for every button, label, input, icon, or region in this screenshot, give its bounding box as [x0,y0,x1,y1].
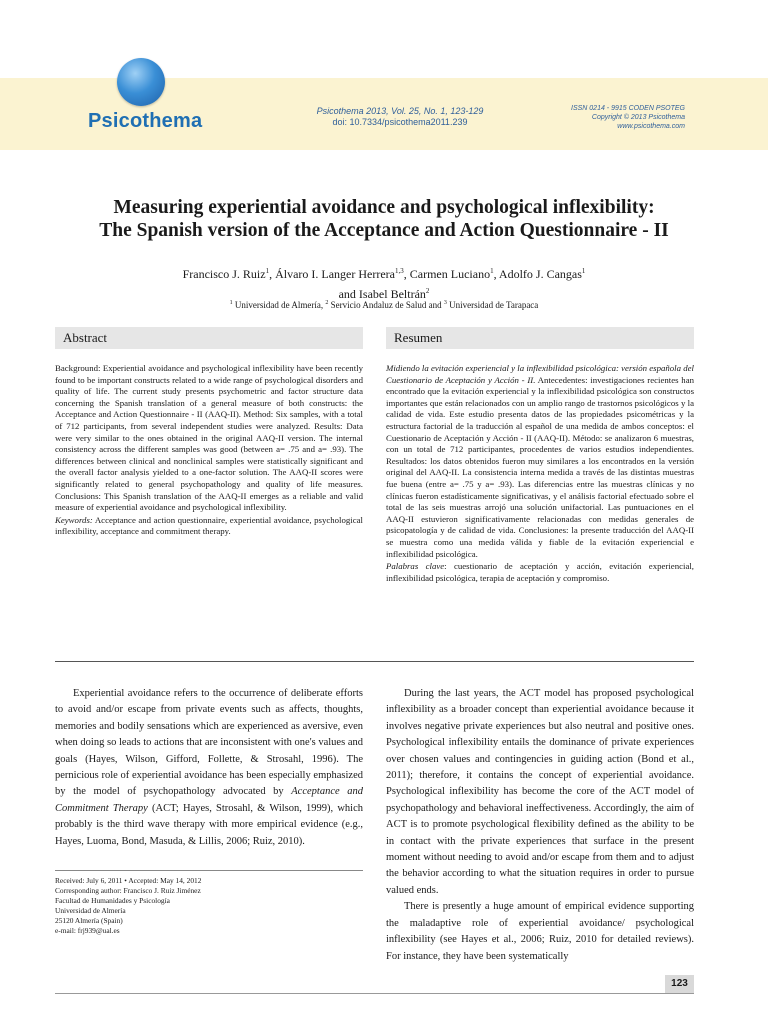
abstract-heading: Abstract [55,327,363,349]
author-sup: 1 [490,267,494,275]
bottom-divider [55,993,694,994]
psicothema-logo-icon [117,58,165,106]
body-column-right [386,686,694,965]
paper-title [60,196,708,242]
title-line-2: The Spanish version of the Acceptance and Action Questionnaire - II [99,220,669,241]
affil-sup: 3 [443,300,447,306]
author: Carmen Luciano [409,267,491,281]
affil-text: Universidad de Almería, [232,300,324,310]
journal-logo-text: Psicothema [88,110,203,132]
affil-sup: 1 [229,300,233,306]
resumen-heading: Resumen [386,327,694,349]
keywords-text: : cuestionario de aceptación y acción, evitación experiencial, inflexibilidad psicológica, terapia de aceptación y compromiso. [386,561,694,583]
footnote [55,876,363,936]
body-column-left [55,686,363,850]
keywords-label: Keywords: [55,514,93,525]
author-sup: 1 [265,267,270,275]
corresponding-line: Corresponding author: Francisco J. Ruiz Jiménez [55,886,201,895]
page-number: 123 [665,975,694,993]
body-paragraph: There is presently a huge amount of empirical evidence supporting the maladaptive role of experiential avoidance/ psychological inflexibility (see Hayes et al., 2006; Ruiz, 2010 for detailed reviews). For instance, they have been systematically [386,901,694,962]
author: Francisco J. Ruiz [182,267,266,281]
citation-line: Psicothema 2013, Vol. 25, No. 1, 123-129 [316,106,484,116]
abstract-body [55,363,363,538]
body-text: Experiential avoidance refers to the occurrence of deliberate efforts to avoid and/or escape from private events such as affects, thoughts, memories and bodily sensations which are experienced as aversive, even when doing so leads to actions that are inconsistent with one's values and goals (Hayes, Wilson, Gifford, Follette, & Strosahl, 1996). The pernicious role of experiential avoidance has been especially emphasized by the model of psychopathology advocated by [55,688,363,798]
author-sup: 2 [425,287,430,295]
resumen-paragraph: Antecedentes: investigaciones recientes han encontrado que la evitación experiencial y la inflexibilidad psicológica son constructos importantes que están relacionados con un amplio rango de trastornos psicológicos y la calidad de vida. Este estudio presenta datos de las propiedades psicométricas y la estructura factorial de la traducción al español de una medida de ambos conceptos: el Cuestionario de Aceptación y Acción - II (AAQ-II). Método: se analizaron 6 muestras, con un total de 712 participantes, procedentes de varios estudios independientes. Resultados: los datos obtenidos fueron muy similares a los encontrados en la versión original del AAQ-II. La consistencia interna medida a través de las distintas muestras fue buena (entre a= .75 y a= .93). Las diferencias entre las muestras clínicas y no clínicas fueron estadísticamente significativas, y el análisis factorial efectuado sobre el total de las seis muestras arrojó una solución unifactorial. Las puntuaciones en el AAQ-II estuvieron significativamente relacionadas con medidas generales de psicopatología y de calidad de vida. Conclusiones: la presente traducción del AAQ-II se muestra como una medida válida y fiable de la evitación experiencial e inflexibilidad psicológica. [386,374,694,559]
body-paragraph: During the last years, the ACT model has proposed psychological inflexibility as a broader concept than experiential avoidance because it involves negative private experiences but also neutral and positive ones. Psychological inflexibility entails the dominance of private experiences over chosen values and contingencies in guiding action (Bond et al., 2011); therefore, it contains the concept of experiential avoidance. Psychological inflexibility has become the core of the ACT model of psychopathology and behavioral ineffectiveness. Accordingly, the aim of ACT is to promote psychological flexibility defined as the ability to be in contact with the private experiences that surface in the present moment without needing to avoid and/or escape from them and to adjust the behavior according to what the situation requires in order to pursue valued ends. [386,688,694,896]
author: and Isabel Beltrán [338,287,426,301]
resumen-title: Midiendo la evitación experiencial y la inflexibilidad psicológica: versión española del Cuestionario de Aceptación y Acción - II. [386,363,694,385]
journal-meta [525,104,685,131]
section-divider [55,661,694,662]
issn-line: ISSN 0214 - 9915 CODEN PSOTEG [571,105,685,112]
author: Adolfo J. Cangas [498,267,582,281]
author: Álvaro I. Langer Herrera [275,267,396,281]
resumen-keywords [386,561,694,584]
doi-line: doi: 10.7334/psicothema2011.239 [332,117,468,127]
email-line: e-mail: frj939@ual.es [55,926,120,935]
footnote-divider [55,870,363,871]
university-line: Universidad de Almería [55,906,126,915]
affil-text: Servicio Andaluz de Salud and [328,300,442,310]
abstract-keywords [55,515,363,538]
affil-sup: 2 [325,300,329,306]
website-line: www.psicothema.com [617,123,685,130]
resumen-body [386,363,694,584]
affil-text: Universidad de Tarapaca [446,300,539,310]
affiliations [100,297,668,311]
body-text: (ACT; Hayes, Strosahl, & Wilson, 1999), which probably is the third wave therapy with more empirical evidence (e.g., Hayes, Luoma, Bond, Masuda, & Lillis, 2006; Ruiz, 2010). [55,802,363,847]
author-sup: 1 [581,267,586,275]
city-line: 25120 Almería (Spain) [55,916,123,925]
resumen-text [386,363,694,560]
body-text-italic: Acceptance and Commitment Therapy [55,786,363,814]
faculty-line: Facultad de Humanidades y Psicología [55,896,170,905]
abstract-text: Background: Experiential avoidance and psychological inflexibility have been recently found to be important constructs related to a wide range of psychological disorders and quality of life. The current study presents psychometric and factor structure data concerning the Spanish translation of a general measure of both constructs: the Acceptance and Action Questionnaire - II (AAQ-II). Method: Six samples, with a total of 712 participants, from several independent studies were analyzed. Results: Data were very similar to the ones obtained in the original AAQ-II version. The internal consistency across the different samples was good (between a= .75 and a= .93). The differences between clinical and nonclinical samples were statistically significant and the overall factor analysis yielded to a one-factor solution. The AAQ-II scores were significantly related to general psychopathology and quality of life measures. Conclusions: This Spanish translation of the AAQ-II emerges as a reliable and valid measure of experiential avoidance and psychological inflexibility. [55,363,363,513]
author-list: Francisco J. Ruiz$^1$, Álvaro I. Langer Herrera$^{1,3}$, Carmen Luciano$^1$, Adolfo J. Cangas$^1$ and Isabel Beltrán$^2$ [182,267,586,301]
body-paragraph [55,686,363,850]
author-sup: 1,3 [395,267,404,275]
received-line: Received: July 6, 2011 • Accepted: May 14, 2012 [55,876,202,885]
journal-citation [300,106,500,128]
title-line-1: Measuring experiential avoidance and psychological inflexibility: [113,197,655,218]
keywords-label: Palabras clave [386,561,445,572]
keywords-text: Acceptance and action questionnaire, experiential avoidance, psychological inflexibility, acceptance and commitment therapy. [55,514,363,537]
copyright-line: Copyright © 2013 Psicothema [591,114,685,121]
